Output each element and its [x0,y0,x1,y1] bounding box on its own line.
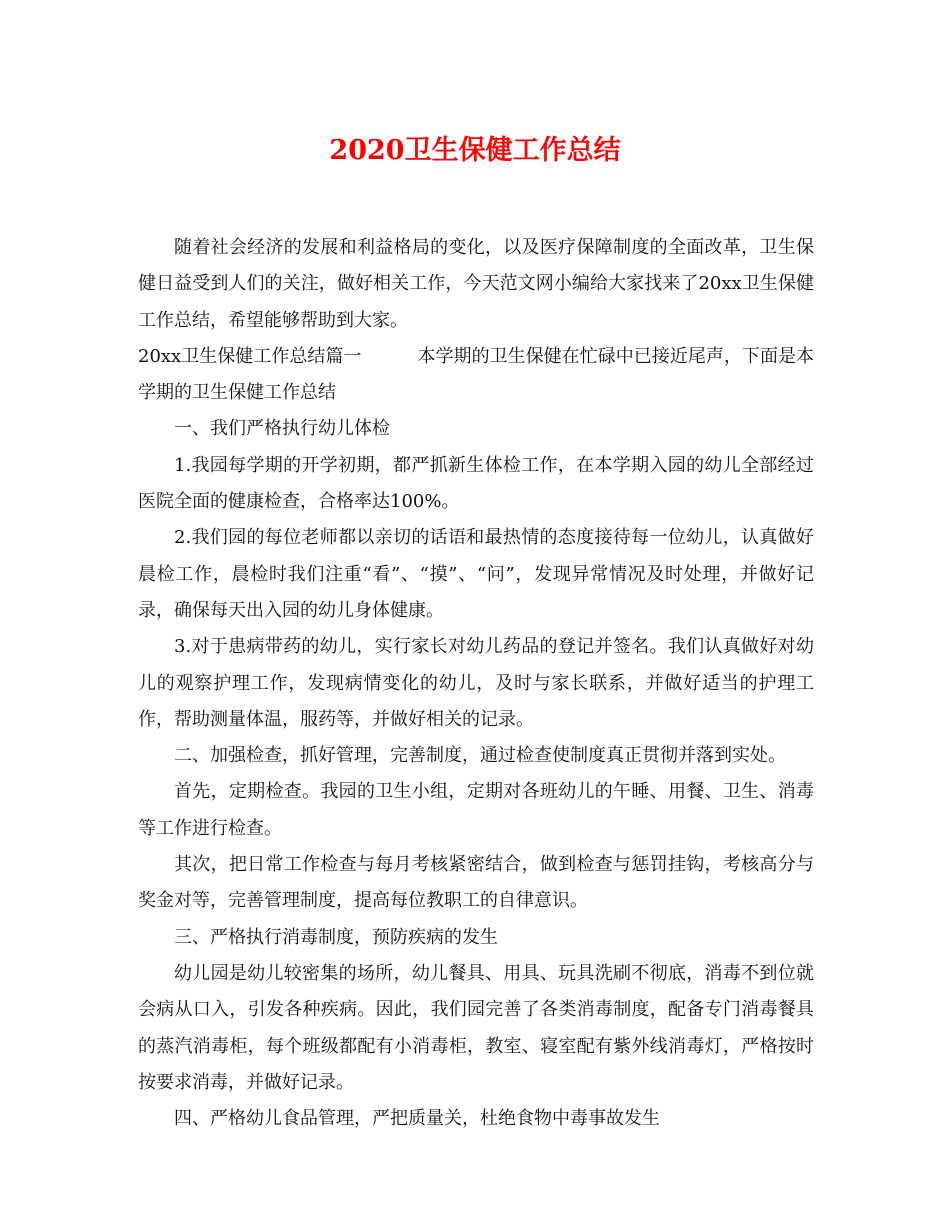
body-paragraph: 首先，定期检查。我园的卫生小组，定期对各班幼儿的午睡、用餐、卫生、消毒等工作进行检查。 [138,781,814,839]
body-paragraph: 其次，把日常工作检查与每月考核紧密结合，做到检查与惩罚挂钩，考核高分与奖金对等，完善管理制度，提高每位教职工的自律意识。 [138,854,814,912]
body-paragraph: 2.我们园的每位老师都以亲切的话语和最热情的态度接待每一位幼儿，认真做好晨检工作，晨检时我们注重“看”、“摸”、“问”，发现异常情况及时处理，并做好记录，确保每天出入园的幼儿身体健康。 [138,527,814,621]
part-lead: 本学期的卫生保健在忙碌中已接近尾声，下面是本学期的卫生保健工作总结 [138,345,814,404]
section-heading-4: 四、严格幼儿食品管理，严把质量关，杜绝食物中毒事故发生 [174,1108,660,1130]
body-paragraph: 幼儿园是幼儿较密集的场所，幼儿餐具、用具、玩具洗刷不彻底，消毒不到位就会病从口入，引发各种疾病。因此，我们园完善了各类消毒制度，配备专门消毒餐具的蒸汽消毒柜，每个班级都配有小消毒柜，教室、寝室配有紫外线消毒灯，严格按时按要求消毒，并做好记录。 [138,962,814,1093]
part-heading: 20xx卫生保健工作总结篇一 [138,345,362,367]
section-heading-1: 一、我们严格执行幼儿体检 [174,418,390,440]
body-paragraph: 1.我园每学期的开学初期，都严抓新生体检工作，在本学期入园的幼儿全部经过医院全面的健康检查，合格率达100%。 [138,454,814,513]
part-heading-line [138,339,814,412]
document-title: 2020卫生保健工作总结 [329,135,621,166]
intro-paragraph: 随着社会经济的发展和利益格局的变化，以及医疗保障制度的全面改革，卫生保健日益受到人们的关注，做好相关工作，今天范文网小编给大家找来了20xx卫生保健工作总结，希望能够帮助到大家。 [138,237,814,331]
document-body [138,230,814,1137]
section-heading-3: 三、严格执行消毒制度，预防疾病的发生 [174,926,498,948]
body-paragraph: 3.对于患病带药的幼儿，实行家长对幼儿药品的登记并签名。我们认真做好对幼儿的观察护理工作，发现病情变化的幼儿，及时与家长联系，并做好适当的护理工作，帮助测量体温，服药等，并做好相关的记录。 [138,636,814,730]
section-heading-2: 二、加强检查，抓好管理，完善制度，通过检查使制度真正贯彻并落到实处。 [174,745,786,767]
